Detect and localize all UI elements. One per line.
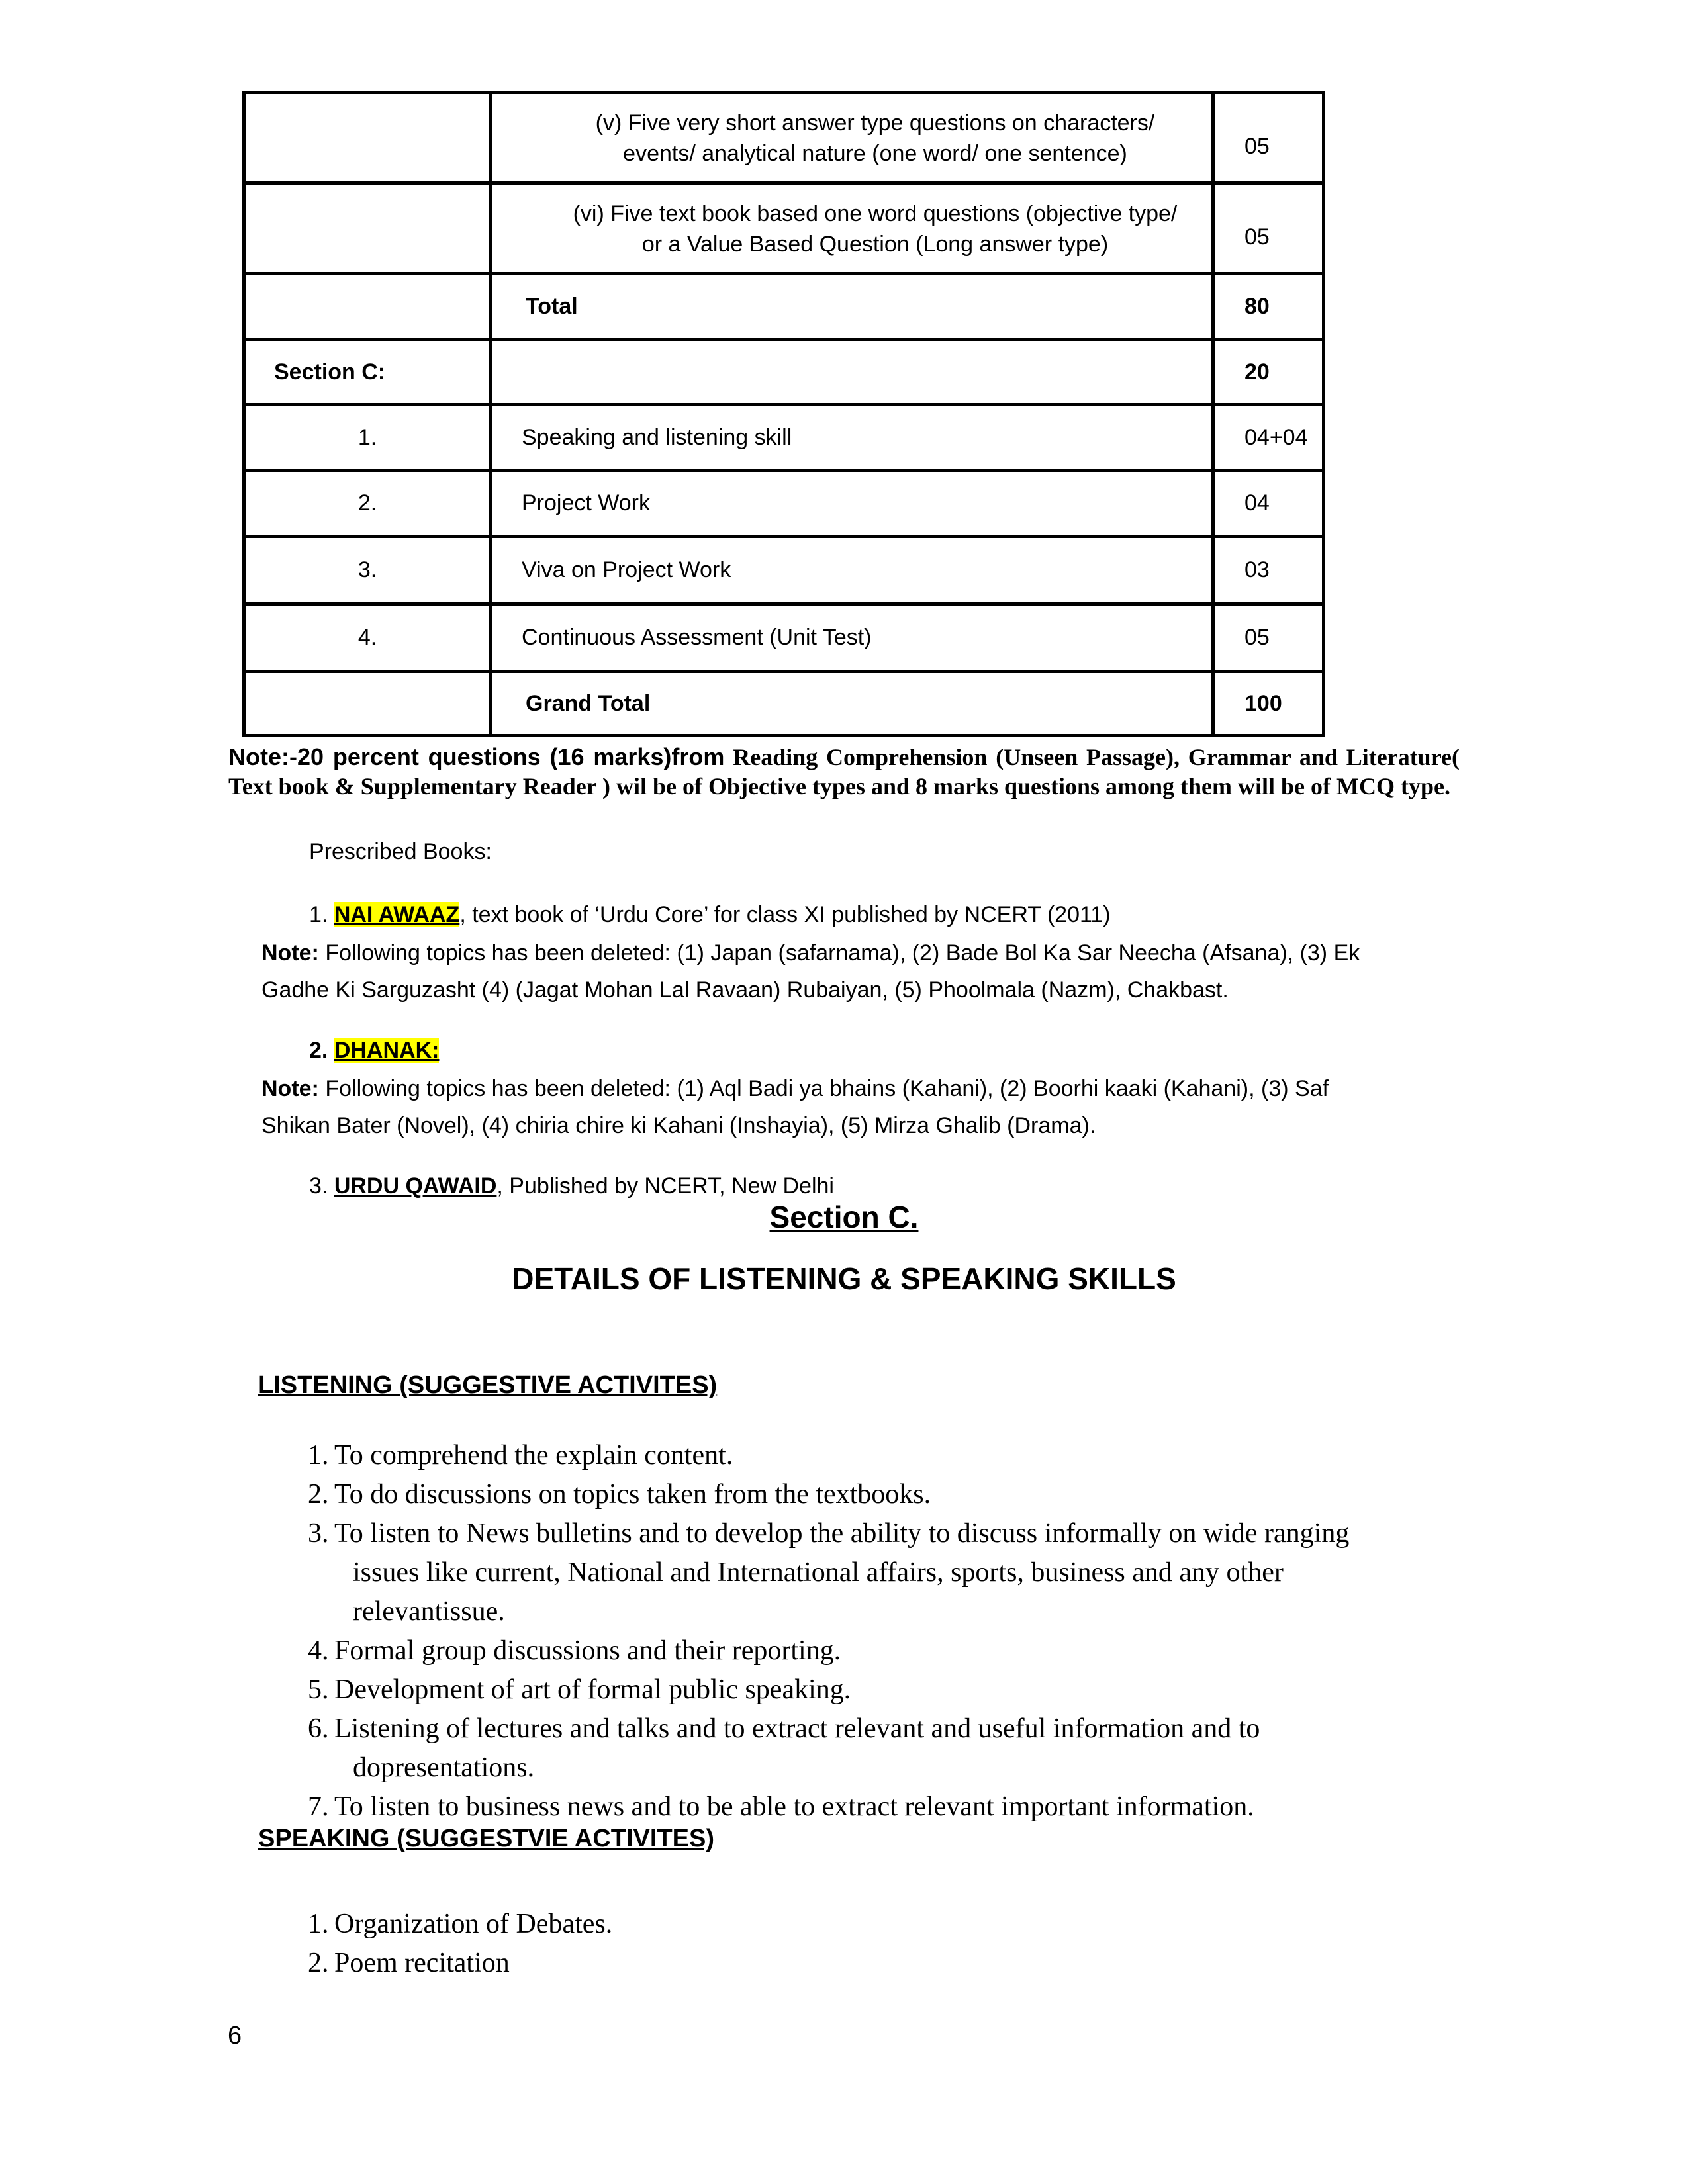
table-cell: 03	[1213, 537, 1324, 604]
table-row	[244, 274, 1324, 340]
list-item-number: 7.	[308, 1792, 329, 1822]
list-item-number: 4.	[308, 1635, 329, 1666]
list-item-number: 3.	[308, 1518, 329, 1549]
list-item-text: Development of art of formal public speaking.	[334, 1674, 851, 1705]
speaking-list	[308, 1905, 1433, 1983]
section-title: Section C.	[769, 1200, 919, 1234]
list-item	[308, 1944, 1433, 1983]
list-item-text: dopresentations.	[353, 1752, 535, 1783]
table-cell: (v) Five very short answer type questions on characters/ events/ analytical nature (one word/ one sentence)	[491, 93, 1213, 183]
table-cell: Project Work	[491, 471, 1213, 537]
list-item	[308, 1709, 1433, 1788]
table-cell: 20	[1213, 340, 1324, 405]
table-cell: Total	[491, 274, 1213, 340]
list-item-number: 2.	[308, 1479, 329, 1510]
book-3-description: , Published by NCERT, New Delhi	[496, 1173, 834, 1199]
book-2	[309, 1038, 439, 1064]
table-cell: 80	[1213, 274, 1324, 340]
table-row	[244, 672, 1324, 736]
table-cell	[244, 672, 491, 736]
table-cell: 2.	[244, 471, 491, 537]
table-row	[244, 183, 1324, 274]
list-item-text: Organization of Debates.	[334, 1909, 613, 1939]
list-item-number: 1.	[308, 1440, 329, 1471]
table-cell: (vi) Five text book based one word questions (objective type/ or a Value Based Question (Long answer type)	[491, 183, 1213, 274]
list-item	[308, 1905, 1433, 1944]
note-label: Note:	[261, 1076, 319, 1101]
list-item-text: Listening of lectures and talks and to extract relevant and useful information and to	[334, 1713, 1260, 1744]
book-1-number: 1.	[309, 902, 328, 927]
table-row	[244, 340, 1324, 405]
table-cell	[244, 93, 491, 183]
table-cell: Speaking and listening skill	[491, 405, 1213, 471]
list-item-text: To listen to business news and to be able to extract relevant important information.	[334, 1792, 1254, 1822]
note-text: Following topics has been deleted: (1) Japan (safarnama), (2) Bade Bol Ka Sar Neecha (Afsana), (3) Ek	[318, 940, 1360, 966]
table-cell: 05	[1213, 183, 1324, 274]
note-lead: Note:-20 percent questions (16 marks)from	[228, 743, 725, 770]
list-item-text: Formal group discussions and their reporting.	[334, 1635, 841, 1666]
book-3-title: URDU QAWAID	[334, 1173, 497, 1199]
prescribed-books-heading: Prescribed Books:	[309, 839, 492, 864]
list-item-text: issues like current, National and International affairs, sports, business and any other	[353, 1557, 1284, 1588]
list-item	[308, 1788, 1433, 1827]
list-item	[308, 1670, 1433, 1709]
table-cell: 100	[1213, 672, 1324, 736]
book-3	[309, 1173, 834, 1199]
table-cell	[491, 340, 1213, 405]
list-item	[308, 1514, 1433, 1631]
page-number: 6	[228, 2022, 242, 2050]
table-row	[244, 537, 1324, 604]
table-cell: 4.	[244, 604, 491, 672]
list-item-text: To listen to News bulletins and to develop the ability to discuss informally on wide ranging	[334, 1518, 1350, 1549]
table-cell: 04+04	[1213, 405, 1324, 471]
list-item-text: To do discussions on topics taken from the textbooks.	[334, 1479, 931, 1510]
book-2-number: 2.	[309, 1038, 328, 1063]
list-item-number: 6.	[308, 1713, 329, 1744]
listening-heading: LISTENING (SUGGESTIVE ACTIVITES)	[258, 1371, 718, 1399]
book-1-description: , text book of ‘Urdu Core’ for class XI published by NCERT (2011)	[459, 902, 1111, 927]
book-1-note	[261, 940, 1360, 966]
table-cell	[244, 274, 491, 340]
list-item-number: 5.	[308, 1674, 329, 1705]
note-text: Following topics has been deleted: (1) Aql Badi ya bhains (Kahani), (2) Boorhi kaaki (Kahani), (3) Saf	[318, 1076, 1329, 1101]
list-item	[308, 1475, 1433, 1514]
objective-questions-note	[228, 743, 1460, 801]
book-2-title: DHANAK:	[334, 1038, 440, 1063]
list-item	[308, 1631, 1433, 1670]
book-2-note	[261, 1076, 1329, 1102]
table-cell: Grand Total	[491, 672, 1213, 736]
speaking-heading: SPEAKING (SUGGESTVIE ACTIVITES)	[258, 1825, 715, 1852]
table-cell: 1.	[244, 405, 491, 471]
book-1-title: NAI AWAAZ	[334, 902, 460, 927]
table-cell: 04	[1213, 471, 1324, 537]
section-heading: DETAILS OF LISTENING & SPEAKING SKILLS	[512, 1261, 1176, 1296]
table-cell: Continuous Assessment (Unit Test)	[491, 604, 1213, 672]
marks-table	[242, 91, 1325, 737]
list-item	[308, 1436, 1433, 1475]
book-1	[309, 902, 1111, 928]
table-cell: Section C:	[244, 340, 491, 405]
list-item-text: Poem recitation	[334, 1948, 510, 1978]
list-item-text: To comprehend the explain content.	[334, 1440, 733, 1471]
book-3-number: 3.	[309, 1173, 328, 1199]
note-rest: Reading Comprehension (Unseen Passage), Grammar and Literature( Text book & Supplementary Reader ) wil be of Objective types and 8 marks questions among them will be of MCQ type.	[228, 744, 1460, 799]
table-row	[244, 405, 1324, 471]
listening-list	[308, 1436, 1433, 1827]
table-row	[244, 604, 1324, 672]
table-cell: Viva on Project Work	[491, 537, 1213, 604]
list-item-number: 2.	[308, 1948, 329, 1978]
note-label: Note:	[261, 940, 319, 966]
table-row	[244, 471, 1324, 537]
table-cell: 3.	[244, 537, 491, 604]
book-2-note-cont: Shikan Bater (Novel), (4) chiria chire ki Kahani (Inshayia), (5) Mirza Ghalib (Drama).	[261, 1113, 1096, 1138]
list-item-text: relevantissue.	[353, 1596, 505, 1627]
table-row	[244, 93, 1324, 183]
book-1-note-cont: Gadhe Ki Sarguzasht (4) (Jagat Mohan Lal Ravaan) Rubaiyan, (5) Phoolmala (Nazm), Chakbast.	[261, 978, 1229, 1003]
table-cell	[244, 183, 491, 274]
table-cell: 05	[1213, 93, 1324, 183]
table-cell: 05	[1213, 604, 1324, 672]
list-item-number: 1.	[308, 1909, 329, 1939]
